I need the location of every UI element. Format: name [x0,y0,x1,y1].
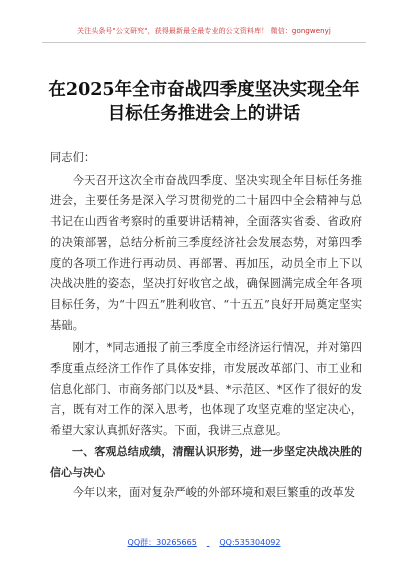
section-heading: 一、客观总结成绩，清醒认识形势，进一步坚定决战决胜的信心与决心 [50,444,362,479]
body-paragraph: 今年以来，面对复杂严峻的外部环境和艰巨繁重的改革发 [72,486,356,500]
header-divider [42,42,366,43]
footer-qq-group[interactable]: QQ群：30265665 [127,538,197,547]
header-note: 关注头条号"公文研究"，获得最新最全最专业的公文资料库！ 微信：gongwenyj [77,27,331,35]
footer-contacts [0,537,408,548]
salutation: 同志们： [50,151,96,164]
document-body [50,148,362,504]
title-line-1: 在2025年全市奋战四季度坚决实现全年 [48,80,360,100]
body-paragraph: 今天召开这次全市奋战四季度、坚决实现全年目标任务推进会，主要任务是深入学习贯彻党的二十届四中全会精神与总书记在山西省考察时的重要讲话精神，全面落实省委、省政府的决策部署，总结分析前三季度经济社会发展态势，对第四季度的各项工作进行再动员、再部署、再加压，动员全市上下以决战决胜的姿态，坚决打好收官之战，确保圆满完成全年各项目标任务，为“十四五”胜利收官、“十五五”良好开局奠定坚实基础。 [50,173,362,332]
footer-qq-contact[interactable]: QQ:535304092 [219,538,281,547]
document-title [30,78,378,126]
title-line-2: 目标任务推进会上的讲话 [107,104,301,124]
body-paragraph: 刚才，*同志通报了前三季度全市经济运行情况，并对第四季度重点经济工作作了具体安排，市发展改革部门、市工业和信息化部门、市商务部门以及*县、*示范区、*区作了很好的发言，既有对工作的深入思考，也体现了攻坚克难的坚定决心，希望大家认真抓好落实。下面，我讲三点意见。 [50,341,362,438]
